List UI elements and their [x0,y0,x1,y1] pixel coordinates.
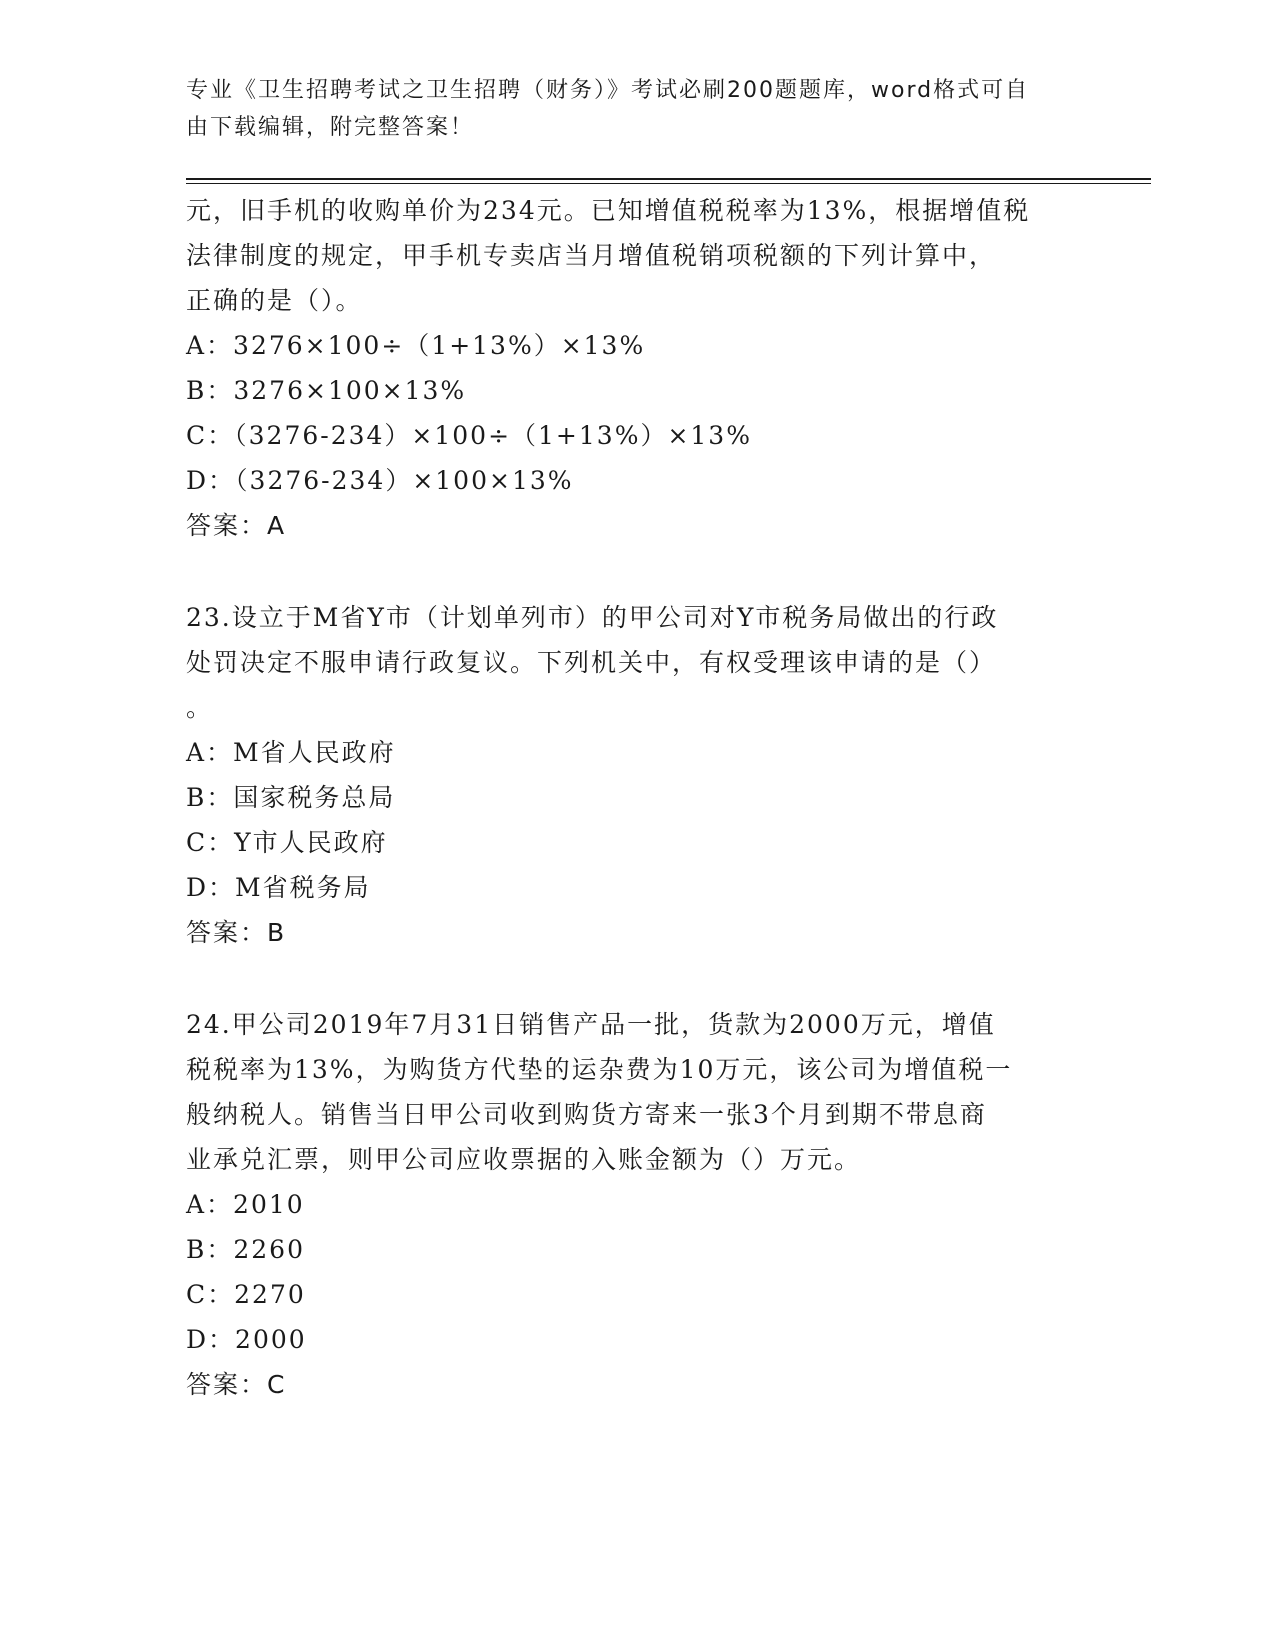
option-b: B：2260 [186,1235,305,1264]
option-a: A：2010 [186,1190,305,1219]
question-stem-line: 元，旧手机的收购单价为234元。已知增值税税率为13%，根据增值税 [186,196,1031,225]
option-d: D：（3276-234）×100×13% [186,466,574,495]
answer-line: 答案：B [186,918,287,947]
question-stem-line: 般纳税人。销售当日甲公司收到购货方寄来一张3个月到期不带息商 [186,1100,987,1129]
option-a: A：3276×100÷（1+13%）×13% [186,331,646,360]
answer-line: 答案：A [186,511,287,540]
option-c: C：（3276-234）×100÷（1+13%）×13% [186,421,752,450]
document-header [186,72,1066,146]
question-stem-line: 处罚决定不服申请行政复议。下列机关中，有权受理该申请的是（） [186,648,997,677]
question-spacer [186,548,1066,595]
question-stem-line: 正确的是（）。 [186,286,363,315]
question-stem-line: 23.设立于M省Y市（计划单列市）的甲公司对Y市税务局做出的行政 [186,603,999,632]
document-body [186,188,1066,1407]
question-spacer [186,955,1066,1002]
question-24 [186,1002,1066,1407]
question-stem-line: 法律制度的规定，甲手机专卖店当月增值税销项税额的下列计算中， [186,241,997,270]
question-22-continued [186,188,1066,548]
option-d: D：M省税务局 [186,873,371,902]
option-c: C：Y市人民政府 [186,828,388,857]
question-stem-line: 业承兑汇票，则甲公司应收票据的入账金额为（）万元。 [186,1145,862,1174]
header-line-1: 专业《卫生招聘考试之卫生招聘（财务）》考试必刷200题题库，word格式可自 [186,78,1030,103]
question-stem-line: 税税率为13%，为购货方代垫的运杂费为10万元，该公司为增值税一 [186,1055,1013,1084]
question-stem-line: 24.甲公司2019年7月31日销售产品一批，货款为2000万元，增值 [186,1010,996,1039]
header-divider-thin [186,183,1151,184]
answer-line: 答案：C [186,1370,287,1399]
question-stem-line: 。 [186,693,214,722]
option-c: C：2270 [186,1280,306,1309]
option-b: B：国家税务总局 [186,783,396,812]
header-divider-thick [186,178,1151,180]
question-23 [186,595,1066,955]
header-line-2: 由下载编辑，附完整答案！ [186,115,475,140]
option-d: D：2000 [186,1325,307,1354]
option-a: A：M省人民政府 [186,738,396,767]
option-b: B：3276×100×13% [186,376,467,405]
